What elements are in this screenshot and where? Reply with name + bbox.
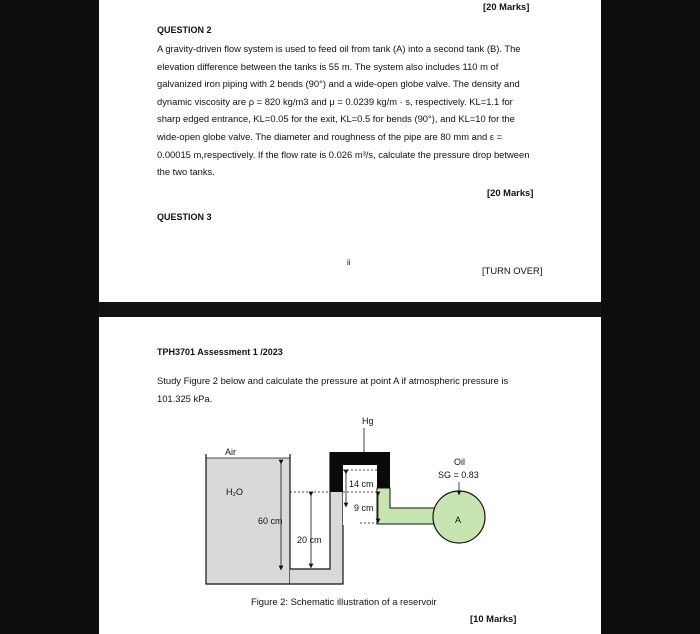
label-sg: SG = 0.83 [438,470,479,480]
q2-line: sharp edged entrance, KL=0.05 for the exit, KL=0.5 for bends (90°), and KL=10 for the [157,113,515,125]
q2-line: 0.00015 m,respectively. If the flow rate is 0.026 m³/s, calculate the pressure drop between [157,148,530,160]
manometer-inner-air [343,465,377,525]
q2-line: A gravity-driven flow system is used to feed oil from tank (A) into a second tank (B). The [157,43,521,54]
label-60cm: 60 cm [258,516,283,526]
label-9cm: 9 cm [354,503,374,513]
figure-caption: Figure 2: Schematic illustration of a reservoir [251,596,437,607]
q2-line: dynamic viscosity are ρ = 820 kg/m3 and μ = 0.0239 kg/m · s, respectively. KL=1.1 for [157,95,513,107]
q2-line: the two tanks. [157,166,215,178]
question-2-marks: [20 Marks] [487,187,534,198]
q2-line: galvanized iron piping with 2 bends (90°) and a wide-open globe valve. The density and [157,78,520,90]
q2-line: elevation difference between the tanks is 55 m. The system also includes 110 m of [157,60,499,72]
turn-over-note: [TURN OVER] [482,265,543,276]
assessment-header: TPH3701 Assessment 1 /2023 [157,347,283,357]
question-3-heading: QUESTION 3 [157,212,212,222]
top-marks: [20 Marks] [483,1,530,12]
question-2-heading: QUESTION 2 [157,25,212,35]
label-oil: Oil [454,457,465,467]
mercury-right-column [377,452,390,488]
label-air: Air [225,447,236,457]
label-20cm: 20 cm [297,535,322,545]
label-hg: Hg [362,416,374,426]
prompt-line: Study Figure 2 below and calculate the pressure at point A if atmospheric pressure is [157,375,509,386]
label-a: A [455,515,462,525]
oil-pipe [377,488,440,524]
label-h2o: H₂O [226,487,243,497]
q2-line: wide-open globe valve. The diameter and roughness of the pipe are 80 mm and ε = [157,130,503,142]
page-number: ii [347,258,351,267]
question-marks: [10 Marks] [470,613,517,624]
label-14cm: 14 cm [349,479,374,489]
prompt-line: 101.325 kPa. [157,392,213,404]
